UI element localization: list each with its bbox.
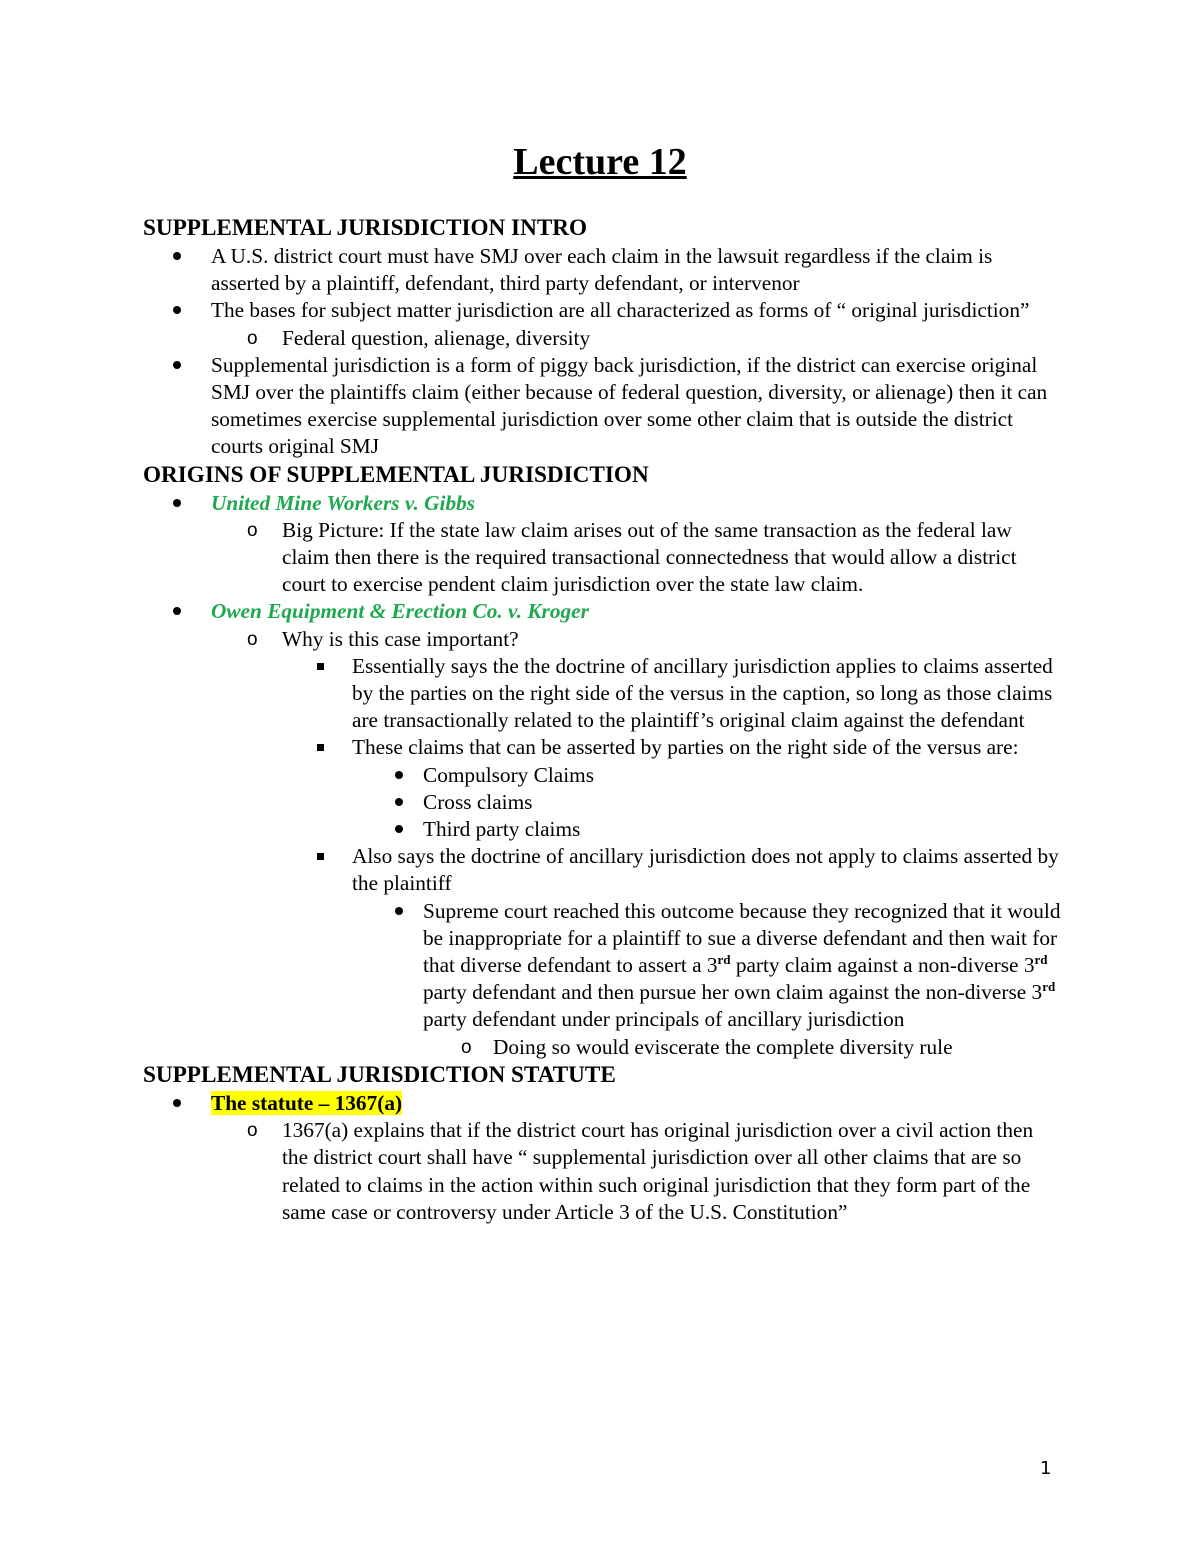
bullet-dot-icon	[173, 490, 181, 517]
bullet-circle-icon: o	[247, 519, 258, 541]
list-item-text: Essentially says the the doctrine of ancillary jurisdiction applies to claims asserted by the parties on the right side of the versus in the caption, so long as those claims are transactionally related to the plaintiff’s original claim against the defendant	[352, 653, 1053, 733]
list-item	[143, 243, 1063, 297]
bullet-dot-icon	[173, 243, 181, 270]
bullet-dot-icon	[173, 297, 181, 324]
intro-list	[143, 243, 1063, 461]
list-item	[143, 626, 1063, 653]
list-item-text: A U.S. district court must have SMJ over each claim in the lawsuit regardless if the claim is asserted by a plaintiff, defendant, third party defendant, or intervenor	[211, 244, 993, 296]
page-title: Lecture 12	[513, 141, 687, 183]
superscript: rd	[1034, 951, 1048, 967]
section-heading-statute: SUPPLEMENTAL JURISDICTION STATUTE	[143, 1061, 616, 1088]
list-item	[143, 1034, 1063, 1061]
list-item-text: Federal question, alienage, diversity	[282, 325, 591, 350]
bullet-dot-icon	[395, 762, 403, 789]
list-item	[143, 789, 1063, 816]
bullet-circle-icon: o	[247, 327, 258, 349]
list-item	[143, 653, 1063, 735]
case-name: United Mine Workers v. Gibbs	[211, 490, 476, 515]
bullet-dot-icon	[173, 598, 181, 625]
list-item	[143, 297, 1063, 324]
text-run: party claim against a non-diverse 3	[730, 953, 1035, 978]
text-run: party defendant under principals of ancillary jurisdiction	[423, 1007, 905, 1032]
bullet-circle-icon: o	[247, 1120, 258, 1142]
list-item-text: Why is this case important?	[282, 626, 519, 651]
list-item	[143, 762, 1063, 789]
list-item	[143, 734, 1063, 761]
list-item-text: Big Picture: If the state law claim arises out of the same transaction as the federal law claim then there is the required transactional connectedness that would allow a district court to exercise pendent claim jurisdiction over the state law claim.	[282, 517, 1017, 597]
list-item	[143, 843, 1063, 897]
bullet-square-icon	[317, 734, 324, 761]
bullet-dot-icon	[173, 1090, 181, 1117]
origins-list	[143, 490, 1063, 1061]
case-name: Owen Equipment & Erection Co. v. Kroger	[211, 599, 589, 624]
page-number: 1	[1040, 1458, 1052, 1479]
bullet-square-icon	[317, 653, 324, 680]
bullet-circle-icon: o	[461, 1036, 472, 1058]
list-item-text: Third party claims	[423, 817, 581, 842]
list-item-text: Supplemental jurisdiction is a form of piggy back jurisdiction, if the district can exercise original SMJ over the plaintiffs claim (either because of federal question, diversity, or alienage) then it can sometimes exercise supplemental jurisdiction over some other claim that is outside the district courts original SMJ	[211, 352, 1048, 459]
list-item-text: 1367(a) explains that if the district court has original jurisdiction over a civil action then the district court shall have “ supplemental jurisdiction over all other claims that are so related to claims in the action within such original jurisdiction that they form part of the same case or controversy under Article 3 of the U.S. Constitution”	[282, 1118, 1034, 1224]
list-item	[143, 816, 1063, 843]
section-heading-origins: ORIGINS OF SUPPLEMENTAL JURISDICTION	[143, 461, 649, 488]
bullet-dot-icon	[395, 789, 403, 816]
list-item-text: These claims that can be asserted by parties on the right side of the versus are:	[352, 735, 1019, 760]
bullet-dot-icon	[173, 352, 181, 379]
statute-list	[143, 1090, 1063, 1226]
list-item	[143, 898, 1063, 1034]
list-item-text: The bases for subject matter jurisdiction are all characterized as forms of “ original jurisdiction”	[211, 298, 1030, 323]
list-item-text	[423, 899, 1061, 1032]
list-item	[143, 490, 1063, 517]
superscript: rd	[717, 951, 731, 967]
list-item-text: Doing so would eviscerate the complete diversity rule	[493, 1034, 953, 1059]
superscript: rd	[1042, 979, 1056, 995]
bullet-circle-icon: o	[247, 628, 258, 650]
list-item	[143, 352, 1063, 461]
text-run: Supreme court reached this outcome because they recognized that it would be inappropriate for a plaintiff to sue a diverse defendant and then wait for that diverse defendant to assert a 3	[423, 898, 1061, 978]
document-body	[143, 214, 1063, 1226]
list-item-text: Also says the doctrine of ancillary jurisdiction does not apply to claims asserted by the plaintiff	[352, 844, 1059, 896]
list-item	[143, 1090, 1063, 1117]
list-item	[143, 325, 1063, 352]
bullet-dot-icon	[395, 898, 403, 925]
list-item	[143, 1117, 1063, 1226]
bullet-dot-icon	[395, 816, 403, 843]
bullet-square-icon	[317, 843, 324, 870]
list-item	[143, 517, 1063, 599]
list-item-text: Compulsory Claims	[423, 762, 594, 787]
list-item-text: Cross claims	[423, 789, 533, 814]
highlighted-text: The statute – 1367(a)	[211, 1090, 403, 1115]
list-item	[143, 598, 1063, 625]
text-run: party defendant and then pursue her own claim against the non-diverse 3	[423, 980, 1043, 1005]
section-heading-intro: SUPPLEMENTAL JURISDICTION INTRO	[143, 215, 588, 241]
